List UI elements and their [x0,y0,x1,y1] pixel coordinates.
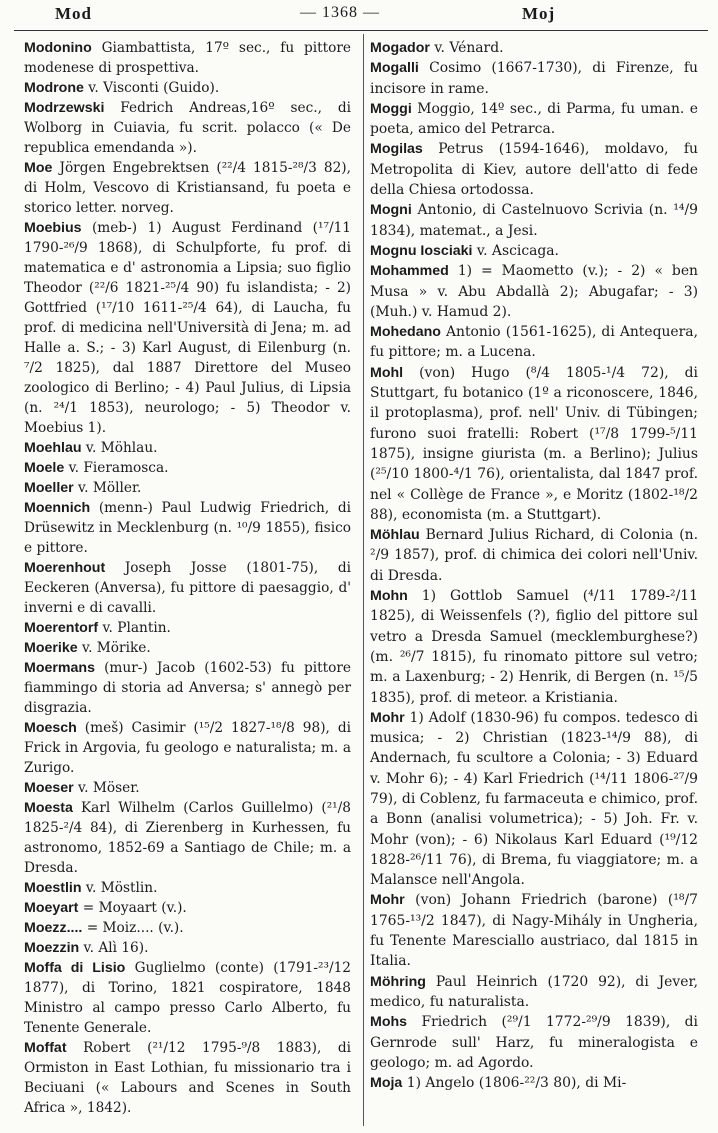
entry-headword: Mohedano [370,324,441,341]
dictionary-entry [24,878,351,898]
entry-text: Friedrich (²⁹/1 1772-²⁹/9 1839), di Gernrode sull' Harz, fu mineralogista e geologo; m. ad Agordo. [370,1014,698,1071]
dictionary-entry [24,898,351,918]
entry-headword: Moezzin [24,940,80,956]
entry-text: (von) Johann Friedrich (barone) (¹⁸/7 1765-¹³/2 1847), di Nagy-Mihály in Ungheria, fu Tenente Maresciallo austriaco, dal 1815 in Italia. [370,892,699,970]
entry-headword: Moggi [370,100,412,117]
entry-text: Joseph Josse (1801-75), di Eeckeren (Anversa), fu pittore di paesaggio, d' inverni e di cavalli. [24,560,352,616]
entry-headword: Mohammed [370,263,449,280]
dictionary-entry [24,218,351,438]
entry-headword: Moesta [24,800,73,816]
entry-text: Antonio, di Castelnuovo Scrivia (n. ¹⁴/9 1834), matemat., a Jesi. [370,202,698,239]
dictionary-entry [370,241,698,261]
dictionary-entry [24,498,351,558]
entry-text: v. Ascicaga. [476,242,559,259]
entry-text: (von) Hugo (⁸/4 1805-¹/4 72), di Stuttgart, fu botanico (1º a riconoscere, 1846, il protoplasma), prof. nell' Univ. di Tübingen; furono suoi fratelli: Robert (¹⁷/8 1799-⁵/11 1875), insigne giurista (m. a Berlino); Julius (²⁵/10 1800-⁴/1 76), orientalista, dal 1847 prof. nel « Collège de France », e Moritz (1802-¹⁸/2 88), economista (m. a Stuttgart). [370,364,698,523]
dictionary-entry [370,58,698,99]
entry-text: v. Alì 16). [83,940,149,956]
dictionary-entry [24,98,351,158]
dictionary-entry [24,618,351,638]
entry-text: v. Möller. [78,480,142,496]
entry-headword: Moeyart [24,900,79,916]
dictionary-entry [370,708,698,891]
entry-text: Antonio (1561-1625), di Antequera, fu pittore; m. a Lucena. [370,324,698,361]
entry-text: v. Plantin. [102,620,171,636]
dictionary-entry [370,1073,698,1093]
dictionary-entry [370,99,698,140]
entry-text: = Moyaart (v.). [82,900,187,916]
dictionary-entry [370,525,698,586]
dictionary-entry [24,658,351,718]
dictionary-entry [370,890,698,971]
dictionary-entry [370,38,698,58]
left-column [24,38,351,1118]
entry-headword: Mohl [370,364,404,381]
entry-headword: Mohs [370,1014,408,1031]
dictionary-entry [370,322,698,363]
entry-headword: Moerike [24,640,78,656]
entry-text: 1) Adolf (1830-96) fu compos. tedesco di musica; - 2) Christian (1823-¹⁴/9 88), di Andernach, fu scultore a Colonia; - 3) Eduard v. Mohr 6); - 4) Karl Friedrich (¹⁴/11 1806-²⁷/9 79), di Coblenz, fu farmaceuta e chimico, prof. a Bonn (analisi volumetrica); - 5) Joh. Fr. v. Mohr (von); - 6) Nikolaus Karl Eduard (¹⁹/12 1828-²⁶/11 76), di Brema, fu viaggiatore; m. a Malansce nell'Angola. [370,709,698,889]
entry-headword: Mogilas [370,141,423,158]
entry-headword: Mohr [370,709,405,726]
entry-headword: Moermans [24,660,95,676]
entry-text: v. Fieramosca. [68,460,169,476]
dictionary-entry [370,972,698,1013]
dictionary-entry [370,139,698,200]
entry-headword: Moffa di Lisio [24,960,126,976]
dictionary-entry [24,78,351,98]
right-column [370,38,698,1093]
dictionary-entry [24,558,351,618]
entry-headword: Mohn [370,588,408,605]
entry-text: v. Mörike. [81,640,151,656]
dictionary-entry [24,438,351,458]
entry-headword: Moehlau [24,440,82,456]
entry-text: Jörgen Engebrektsen (²²/4 1815-²⁸/3 82), di Holm, Vescovo di Kristiansand, fu poeta e storico letter. norveg. [24,160,351,216]
entry-text: Guglielmo (conte) (1791-²³/12 1877), di Torino, 1821 cospiratore, 1848 Ministro al campo presso Carlo Alberto, fu Tenente Generale. [24,960,352,1036]
entry-headword: Mogalli [370,60,419,77]
running-header [0,0,718,30]
dictionary-entry [370,1012,698,1073]
dictionary-entry [24,158,351,218]
entry-text: (meš) Casimir (¹⁵/2 1827-¹⁸/8 98), di Frick in Argovia, fu geologo e naturalista; m. a Zurigo. [24,720,351,776]
entry-text: v. Möstlin. [85,880,158,896]
entry-text: 1) Gottlob Samuel (⁴/11 1789-²/11 1825), di Weissenfels (?), figlio del pittore sul vetro a Dresda Samuel (mecklemburghese?) (m. ²⁶/7 1815), fu rinomato pittore sul vetro; m. a Laxenburg; - 2) Henrik, di Bergen (n. ¹⁵/5 1835), prof. di meteor. a Kristiania. [370,588,698,706]
entry-text: (mur-) Jacob (1602-53) fu pittore fiammingo di storia ad Anversa; s' annegò per disgrazia. [24,660,351,716]
entry-text: Moggio, 14º sec., di Parma, fu uman. e poeta, amico del Petrarca. [370,100,698,138]
entry-headword: Möhring [370,973,426,990]
dictionary-entry [24,958,351,1038]
dictionary-entry [24,798,351,878]
entry-headword: Modrone [24,80,84,96]
entry-headword: Modonino [24,40,92,56]
dictionary-entry [24,638,351,658]
header-rule [14,30,708,31]
entry-text: v. Möhlau. [85,440,158,456]
entry-text: Robert (²¹/12 1795-⁹/8 1883), di Ormiston in East Lothian, fu missionario tra i Beciuani (« Labours and Scenes in South Africa », 1842). [24,1040,351,1116]
entry-headword: Moezz.... [24,920,83,936]
entry-text: Fedrich Andreas,16º sec., di Wolborg in Cuiavia, fu scrit. polacco (« De republica emendanda »). [24,100,351,156]
entry-headword: Moe [24,160,53,176]
entry-text: (meb-) 1) August Ferdinand (¹⁷/11 1790-²⁶/9 1868), di Schulpforte, fu prof. di matematica e d' astronomia a Lipsia; suo figlio Theodor (²²/6 1821-²⁵/4 90) fu islandista; - 2) Gottfried (¹⁷/10 1611-²⁵/4 64), di Laucha, fu prof. di medicina nell'Università di Jena; m. ad Halle a. S.; - 3) Karl August, di Eilenburg (n. ⁷/2 1825), dal 1887 Direttore del Museo zoologico di Berlino; - 4) Paul Julius, di Lipsia (n. ²⁴/1 1853), neurologo; - 5) Theodor v. Moebius 1). [24,220,351,436]
dictionary-entry [370,586,698,708]
dictionary-entry [370,363,698,525]
entry-headword: Moerentorf [24,620,99,636]
dictionary-entry [24,918,351,938]
entry-text: Giambattista, 17º sec., fu pittore modenese di prospettiva. [24,40,351,76]
entry-text: (menn-) Paul Ludwig Friedrich, di Drüsewitz in Mecklenburg (n. ¹⁰/9 1855), fisico e pittore. [24,500,351,556]
dictionary-entry [24,458,351,478]
entry-text: Petrus (1594-1646), moldavo, fu Metropolita di Kiev, autore dell'atto di fede della Chiesa ortodossa. [370,141,698,199]
dictionary-entry [24,718,351,778]
entry-text: 1) = Maometto (v.); - 2) « ben Musa » v. Abu Abdallà 2); Abugafar; - 3) (Muh.) v. Hamud 2). [370,263,698,320]
entry-headword: Moesch [24,720,77,736]
entry-headword: Modrzewski [24,100,105,116]
dictionary-entry [370,261,698,322]
entry-headword: Moele [24,460,65,476]
entry-headword: Moeller [24,480,74,496]
entry-headword: Moennich [24,500,91,516]
entry-headword: Mohr [370,892,405,909]
dictionary-entry [24,938,351,958]
entry-headword: Mogni [370,202,412,219]
entry-text: = Moiz.... (v.). [86,920,184,936]
page-number: — 1368 — [300,4,380,21]
entry-headword: Mogador [370,40,430,56]
entry-text: v. Vénard. [434,40,504,56]
entry-text: 1) Angelo (1806-²²/3 80), di Mi- [406,1075,627,1092]
guide-word-left: Mod [55,4,92,23]
entry-text: Paul Heinrich (1720 92), di Jever, medico, fu naturalista. [370,973,698,1010]
entry-text: Karl Wilhelm (Carlos Guillelmo) (²¹/8 1825-²/4 84), di Zierenberg in Kurhessen, fu astronomo, 1852-69 a Santiago de Chile; m. a Dresda. [24,800,351,876]
dictionary-entry [24,478,351,498]
entry-text: v. Möser. [78,780,140,796]
entry-headword: Moestlin [24,880,82,896]
dictionary-entry [370,200,698,241]
guide-word-right: Moj [522,4,556,23]
entry-headword: Moebius [24,220,82,236]
entry-headword: Moerenhout [24,560,106,576]
entry-headword: Moja [370,1075,403,1092]
entry-headword: Mognu Iosciaki [370,242,473,259]
entry-headword: Moeser [24,780,74,796]
entry-headword: Möhlau [370,527,420,544]
dictionary-entry [24,1038,351,1118]
entry-text: v. Visconti (Guido). [88,80,220,96]
entry-headword: Moffat [24,1040,67,1056]
column-divider [363,34,364,1126]
dictionary-entry [24,38,351,78]
entry-text: Cosimo (1667-1730), di Firenze, fu incisore in rame. [370,60,699,97]
entry-text: Bernard Julius Richard, di Colonia (n. ²/9 1857), prof. di chimica dei colori nell'Univ. di Dresda. [370,527,698,584]
dictionary-entry [24,778,351,798]
